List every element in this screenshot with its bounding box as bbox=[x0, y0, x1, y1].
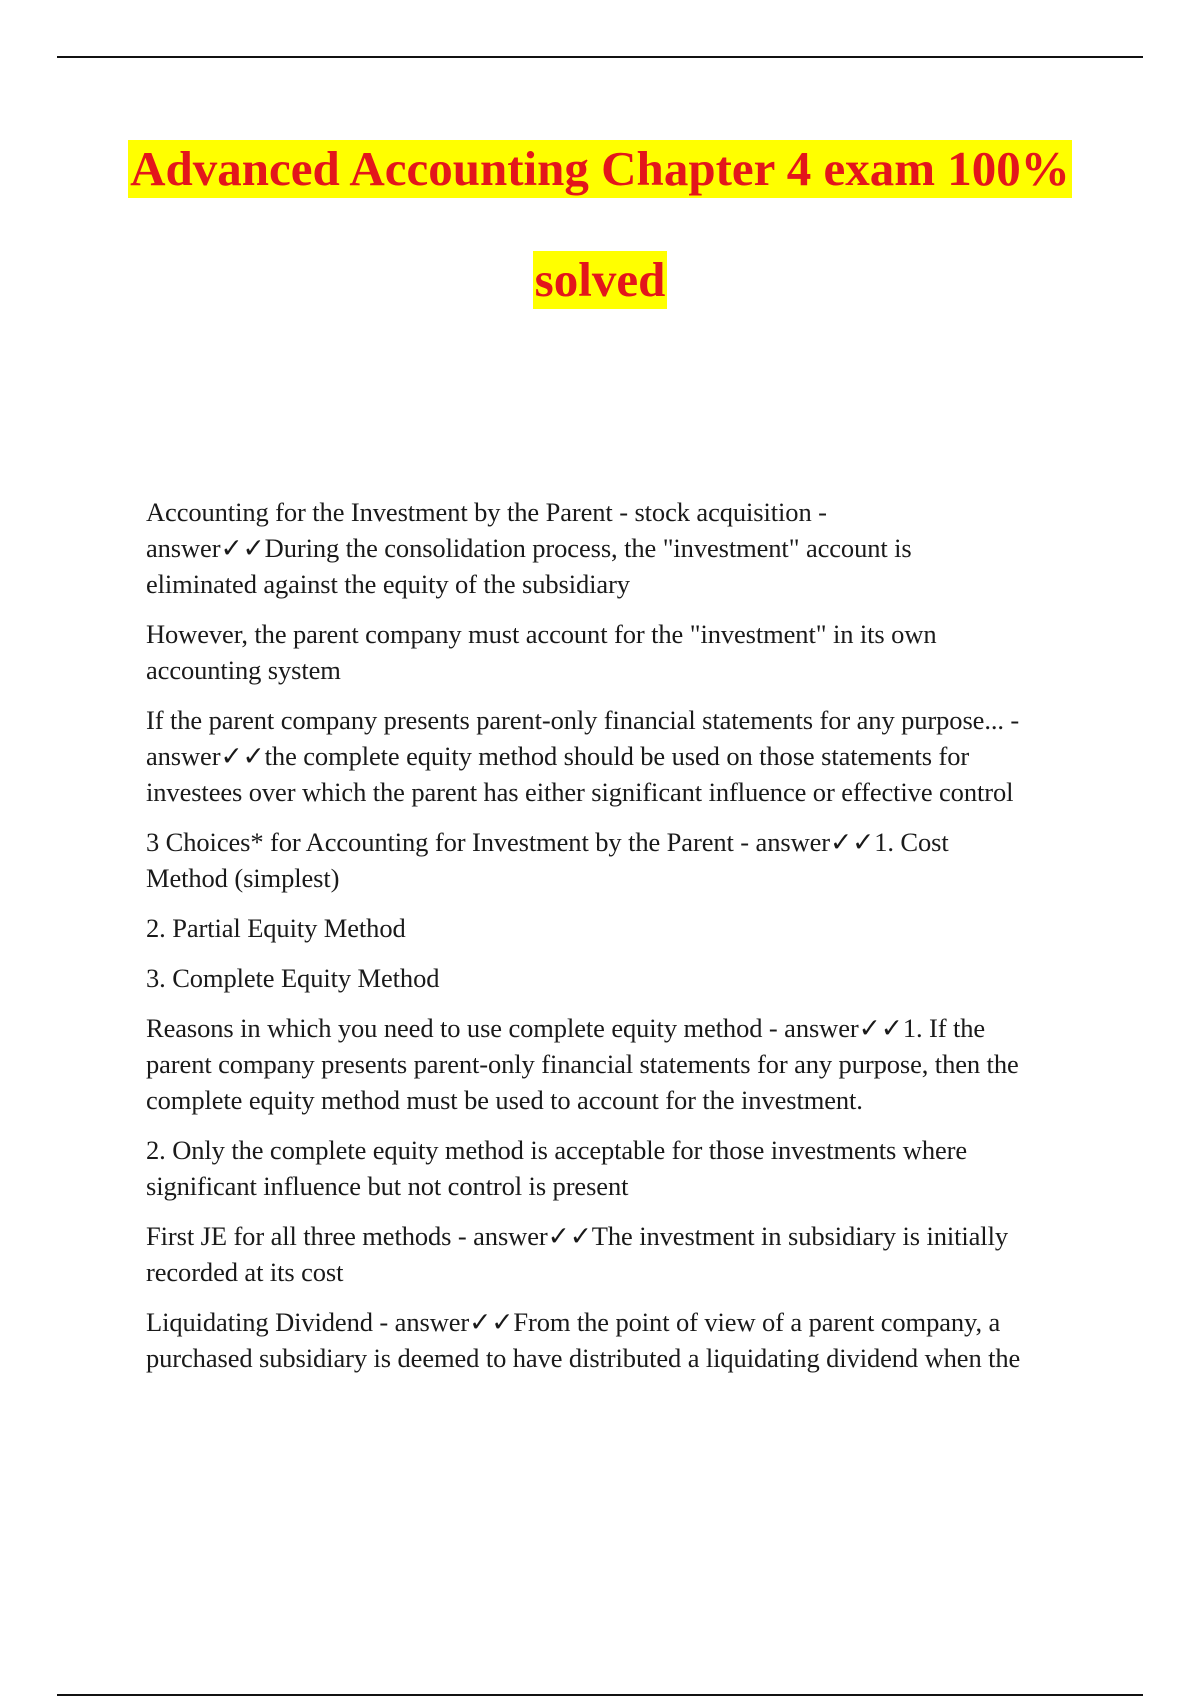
qa-paragraph bbox=[146, 960, 1146, 996]
paragraph-line: First JE for all three methods - answer✓✓The investment in subsidiary is initially bbox=[146, 1221, 1008, 1251]
paragraph-line: complete equity method must be used to account for the investment. bbox=[146, 1085, 863, 1115]
paragraph-line: Method (simplest) bbox=[146, 863, 340, 893]
qa-paragraph bbox=[146, 824, 1146, 896]
paragraph-line: significant influence but not control is present bbox=[146, 1171, 629, 1201]
paragraph-line: 2. Partial Equity Method bbox=[146, 913, 406, 943]
paragraph-line: However, the parent company must account for the "investment" in its own bbox=[146, 619, 937, 649]
paragraph-line: purchased subsidiary is deemed to have distributed a liquidating dividend when the bbox=[146, 1343, 1021, 1373]
paragraph-line: answer✓✓the complete equity method should be used on those statements for bbox=[146, 741, 970, 771]
paragraph-line: 3 Choices* for Accounting for Investment by the Parent - answer✓✓1. Cost bbox=[146, 827, 949, 857]
top-rule bbox=[57, 56, 1143, 58]
paragraph-line: If the parent company presents parent-only financial statements for any purpose... - bbox=[146, 705, 1020, 735]
qa-paragraph bbox=[146, 1218, 1146, 1290]
paragraph-line: answer✓✓During the consolidation process, the "investment" account is bbox=[146, 533, 912, 563]
paragraph-line: eliminated against the equity of the subsidiary bbox=[146, 569, 630, 599]
qa-paragraph bbox=[146, 1010, 1146, 1118]
bottom-rule bbox=[57, 1694, 1143, 1696]
paragraph-line: Accounting for the Investment by the Parent - stock acquisition - bbox=[146, 497, 827, 527]
qa-paragraph bbox=[146, 1132, 1146, 1204]
paragraph-line: 2. Only the complete equity method is acceptable for those investments where bbox=[146, 1135, 968, 1165]
paragraph-line: accounting system bbox=[146, 655, 341, 685]
qa-paragraph bbox=[146, 910, 1146, 946]
qa-paragraph bbox=[146, 494, 1146, 602]
paragraph-line: parent company presents parent-only financial statements for any purpose, then the bbox=[146, 1049, 1019, 1079]
paragraph-line: 3. Complete Equity Method bbox=[146, 963, 440, 993]
qa-paragraph bbox=[146, 1304, 1146, 1376]
title-line-1: Advanced Accounting Chapter 4 exam 100% bbox=[130, 141, 1070, 196]
paragraph-line: recorded at its cost bbox=[146, 1257, 344, 1287]
qa-paragraph bbox=[146, 616, 1146, 688]
paragraph-line: investees over which the parent has either significant influence or effective control bbox=[146, 777, 1014, 807]
title-line-2: solved bbox=[534, 252, 666, 307]
document-title bbox=[60, 140, 1140, 309]
qa-paragraph bbox=[146, 702, 1146, 810]
paragraph-line: Reasons in which you need to use complete equity method - answer✓✓1. If the bbox=[146, 1013, 986, 1043]
paragraph-line: Liquidating Dividend - answer✓✓From the point of view of a parent company, a bbox=[146, 1307, 1001, 1337]
document-body bbox=[146, 494, 1146, 1390]
